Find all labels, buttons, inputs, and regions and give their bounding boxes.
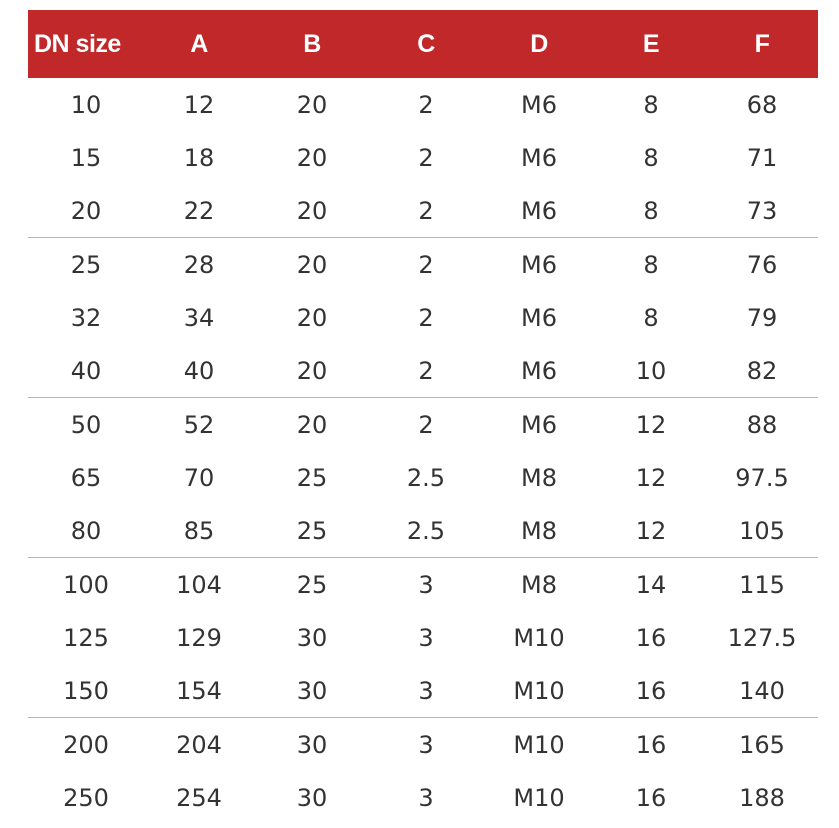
cell-c: 2 <box>418 410 434 439</box>
header-dn-size: DN size <box>34 29 121 58</box>
cell-d: M8 <box>521 516 557 545</box>
cell-dn-size: 32 <box>70 303 102 332</box>
cell-b: 30 <box>296 730 328 759</box>
cell-f: 76 <box>746 250 778 279</box>
header-f: F <box>754 29 770 58</box>
cell-b: 25 <box>296 463 328 492</box>
cell-c: 2 <box>418 143 434 172</box>
cell-a: 28 <box>183 250 215 279</box>
cell-f: 188 <box>739 783 785 812</box>
cell-b: 30 <box>296 676 328 705</box>
cell-dn-size: 125 <box>63 623 109 652</box>
cell-d: M6 <box>521 303 557 332</box>
cell-c: 2 <box>418 356 434 385</box>
table-header <box>28 10 818 78</box>
cell-a: 52 <box>183 410 215 439</box>
cell-dn-size: 50 <box>70 410 102 439</box>
table-row <box>28 184 818 238</box>
cell-dn-size: 250 <box>63 783 109 812</box>
cell-d: M8 <box>521 570 557 599</box>
header-c: C <box>417 29 435 58</box>
table-row <box>28 398 818 451</box>
cell-dn-size: 80 <box>70 516 102 545</box>
cell-f: 68 <box>746 90 778 119</box>
cell-f: 73 <box>746 196 778 225</box>
cell-c: 3 <box>418 783 434 812</box>
cell-c: 2.5 <box>406 516 446 545</box>
cell-a: 40 <box>183 356 215 385</box>
cell-c: 2.5 <box>406 463 446 492</box>
cell-d: M6 <box>521 90 557 119</box>
cell-e: 16 <box>635 623 667 652</box>
table-row <box>28 718 818 771</box>
cell-f: 79 <box>746 303 778 332</box>
cell-e: 12 <box>635 463 667 492</box>
header-d: D <box>530 29 548 58</box>
table-row <box>28 504 818 558</box>
table-body <box>28 78 818 824</box>
cell-c: 3 <box>418 623 434 652</box>
cell-e: 16 <box>635 730 667 759</box>
cell-b: 30 <box>296 623 328 652</box>
table-row <box>28 664 818 718</box>
table-row <box>28 344 818 398</box>
cell-d: M6 <box>521 410 557 439</box>
cell-b: 20 <box>296 90 328 119</box>
table-row <box>28 558 818 611</box>
cell-b: 20 <box>296 410 328 439</box>
cell-f: 140 <box>739 676 785 705</box>
cell-a: 104 <box>176 570 222 599</box>
cell-a: 22 <box>183 196 215 225</box>
header-e: E <box>642 29 660 58</box>
cell-a: 254 <box>176 783 222 812</box>
cell-e: 8 <box>643 90 659 119</box>
cell-e: 16 <box>635 783 667 812</box>
cell-e: 10 <box>635 356 667 385</box>
cell-f: 115 <box>739 570 785 599</box>
cell-e: 14 <box>635 570 667 599</box>
cell-e: 12 <box>635 516 667 545</box>
cell-dn-size: 15 <box>70 143 102 172</box>
cell-c: 2 <box>418 90 434 119</box>
cell-d: M6 <box>521 356 557 385</box>
cell-d: M10 <box>513 623 565 652</box>
cell-a: 18 <box>183 143 215 172</box>
cell-e: 8 <box>643 250 659 279</box>
cell-a: 70 <box>183 463 215 492</box>
cell-c: 2 <box>418 303 434 332</box>
cell-d: M6 <box>521 196 557 225</box>
cell-dn-size: 100 <box>63 570 109 599</box>
header-b: B <box>303 29 321 58</box>
cell-d: M10 <box>513 783 565 812</box>
cell-e: 8 <box>643 143 659 172</box>
header-a: A <box>190 29 208 58</box>
cell-dn-size: 200 <box>63 730 109 759</box>
cell-b: 20 <box>296 303 328 332</box>
cell-d: M10 <box>513 676 565 705</box>
table-row <box>28 291 818 344</box>
cell-b: 20 <box>296 356 328 385</box>
cell-c: 2 <box>418 196 434 225</box>
cell-b: 25 <box>296 570 328 599</box>
cell-a: 34 <box>183 303 215 332</box>
table-row <box>28 611 818 664</box>
cell-a: 204 <box>176 730 222 759</box>
cell-f: 97.5 <box>735 463 789 492</box>
cell-dn-size: 65 <box>70 463 102 492</box>
cell-d: M8 <box>521 463 557 492</box>
cell-b: 20 <box>296 250 328 279</box>
cell-dn-size: 150 <box>63 676 109 705</box>
cell-c: 3 <box>418 570 434 599</box>
cell-f: 71 <box>746 143 778 172</box>
cell-dn-size: 10 <box>70 90 102 119</box>
cell-c: 3 <box>418 730 434 759</box>
cell-d: M6 <box>521 143 557 172</box>
cell-dn-size: 20 <box>70 196 102 225</box>
cell-c: 2 <box>418 250 434 279</box>
cell-e: 8 <box>643 303 659 332</box>
table-row <box>28 131 818 184</box>
cell-f: 105 <box>739 516 785 545</box>
table-row <box>28 78 818 131</box>
cell-e: 12 <box>635 410 667 439</box>
table-row <box>28 451 818 504</box>
cell-b: 25 <box>296 516 328 545</box>
cell-b: 20 <box>296 196 328 225</box>
cell-f: 82 <box>746 356 778 385</box>
table-row <box>28 238 818 291</box>
cell-a: 12 <box>183 90 215 119</box>
cell-dn-size: 25 <box>70 250 102 279</box>
table-row <box>28 771 818 824</box>
cell-f: 165 <box>739 730 785 759</box>
cell-a: 129 <box>176 623 222 652</box>
cell-f: 88 <box>746 410 778 439</box>
cell-f: 127.5 <box>727 623 797 652</box>
cell-a: 85 <box>183 516 215 545</box>
cell-b: 30 <box>296 783 328 812</box>
cell-a: 154 <box>176 676 222 705</box>
cell-d: M6 <box>521 250 557 279</box>
cell-e: 16 <box>635 676 667 705</box>
cell-e: 8 <box>643 196 659 225</box>
cell-d: M10 <box>513 730 565 759</box>
cell-c: 3 <box>418 676 434 705</box>
dimensions-table <box>28 10 818 824</box>
cell-b: 20 <box>296 143 328 172</box>
cell-dn-size: 40 <box>70 356 102 385</box>
